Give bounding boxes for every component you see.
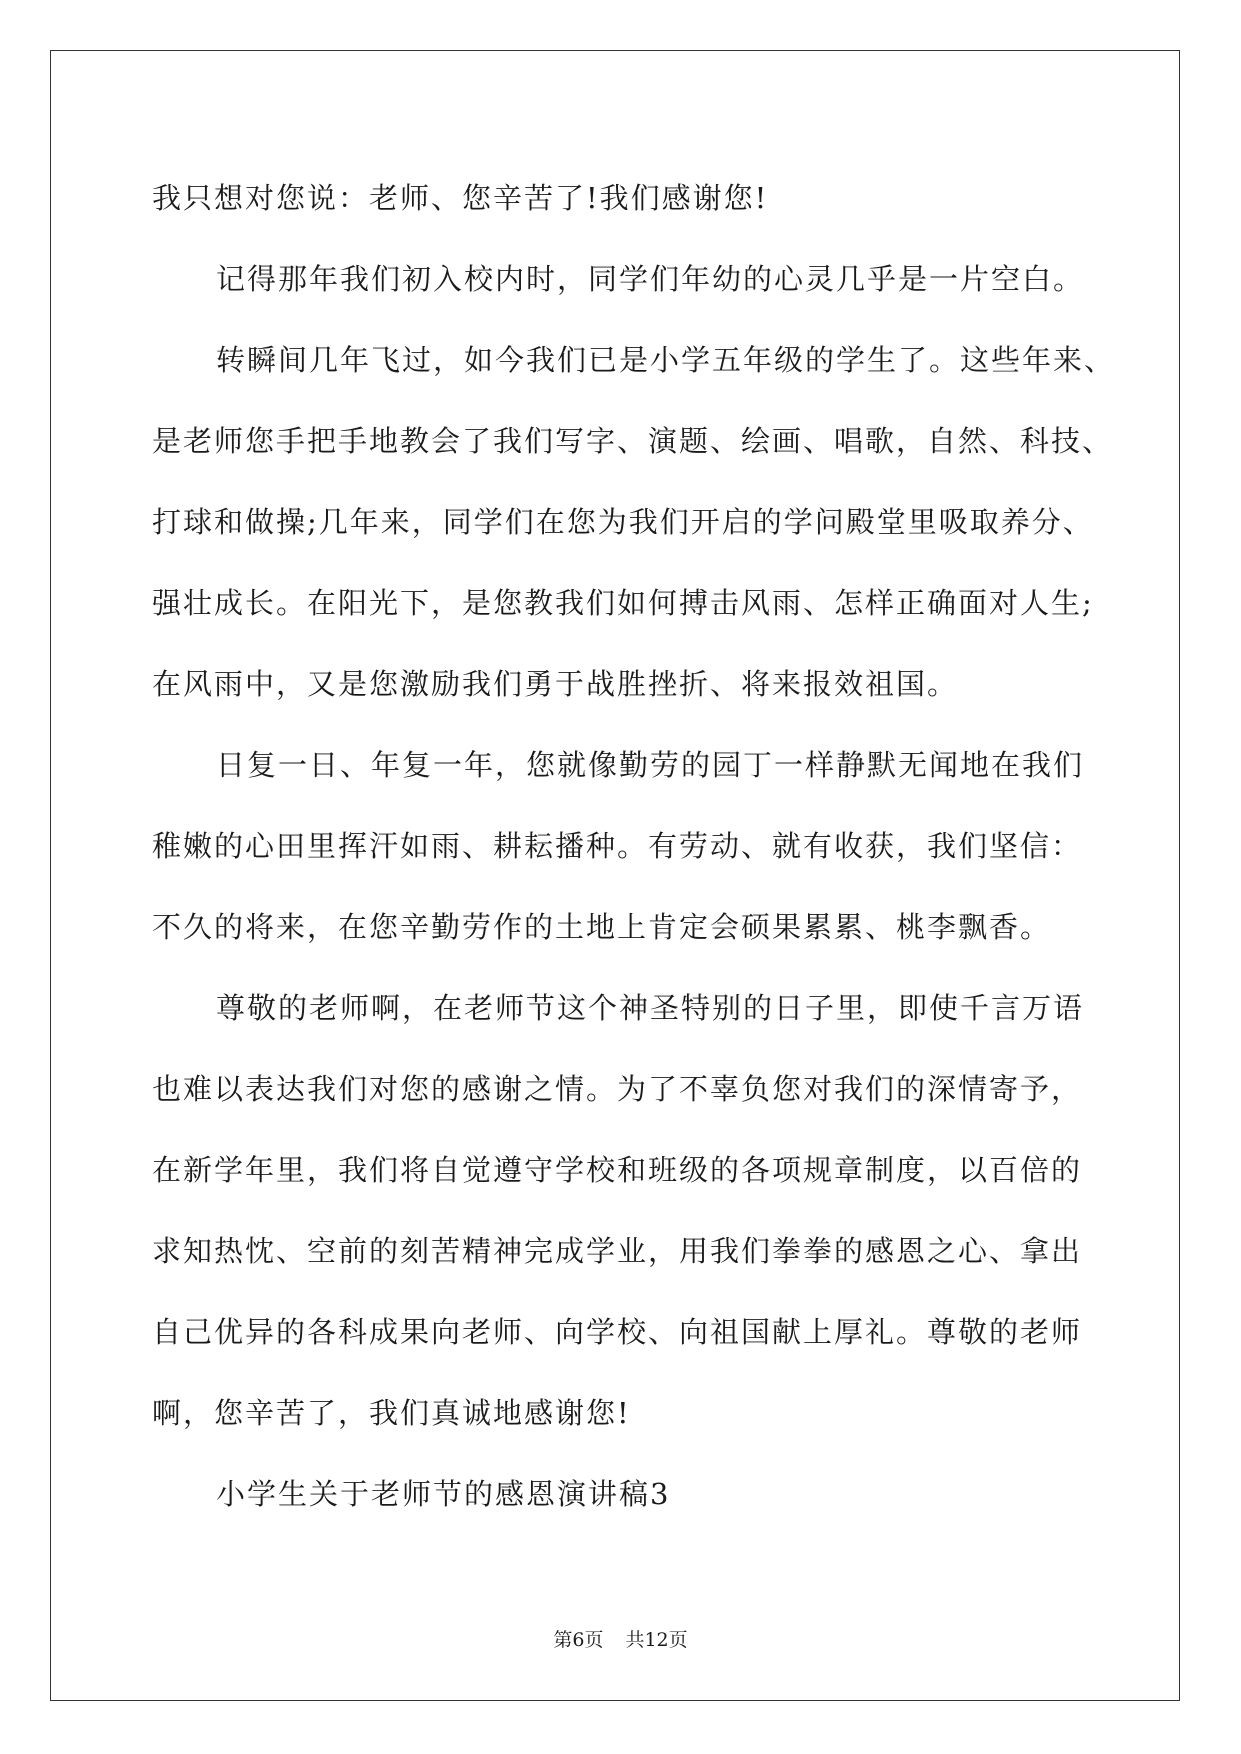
text-line: 在风雨中，又是您激励我们勇于战胜挫折、将来报效祖国。	[152, 667, 959, 701]
document-body	[152, 158, 1116, 1535]
page-total: 共12页	[625, 1629, 688, 1651]
text-line: 稚嫩的心田里挥汗如雨、耕耘播种。有劳动、就有收获，我们坚信：	[152, 829, 1083, 863]
text-line: 在新学年里，我们将自觉遵守学校和班级的各项规章制度，以百倍的	[152, 1153, 1083, 1187]
text-line: 求知热忱、空前的刻苦精神完成学业，用我们拳拳的感恩之心、拿出	[152, 1234, 1083, 1268]
page-number: 第6页	[553, 1629, 604, 1651]
text-line: 是老师您手把手地教会了我们写字、演题、绘画、唱歌，自然、科技、	[152, 424, 1114, 458]
text-line: 啊，您辛苦了，我们真诚地感谢您!	[152, 1396, 631, 1430]
text-line: 尊敬的老师啊，在老师节这个神圣特别的日子里，即使千言万语	[216, 991, 1085, 1025]
text-line: 记得那年我们初入校内时，同学们年幼的心灵几乎是一片空白。	[216, 262, 1085, 296]
text-line: 我只想对您说：老师、您辛苦了!我们感谢您!	[152, 181, 769, 215]
page-footer	[0, 1628, 1241, 1652]
text-line: 也难以表达我们对您的感谢之情。为了不辜负您对我们的深情寄予，	[152, 1072, 1083, 1106]
text-line: 不久的将来，在您辛勤劳作的土地上肯定会硕果累累、桃李飘香。	[152, 910, 1052, 944]
text-line: 强壮成长。在阳光下，是您教我们如何搏击风雨、怎样正确面对人生;	[152, 586, 1094, 620]
text-line: 打球和做操;几年来，同学们在您为我们开启的学问殿堂里吸取养分、	[152, 505, 1094, 539]
section-heading: 小学生关于老师节的感恩演讲稿3	[216, 1477, 671, 1511]
text-line: 日复一日、年复一年，您就像勤劳的园丁一样静默无闻地在我们	[216, 748, 1085, 782]
text-line: 自己优异的各科成果向老师、向学校、向祖国献上厚礼。尊敬的老师	[152, 1315, 1083, 1349]
text-line: 转瞬间几年飞过，如今我们已是小学五年级的学生了。这些年来、	[216, 343, 1116, 377]
